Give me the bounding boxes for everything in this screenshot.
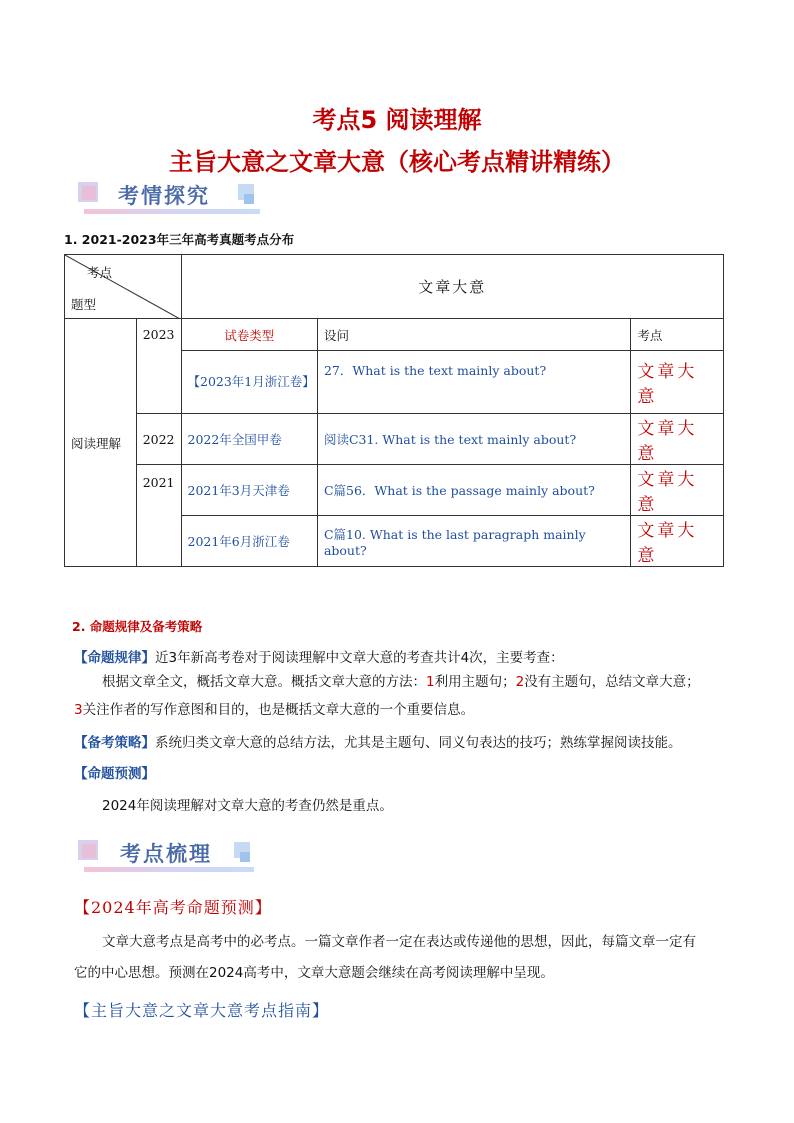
rule-detail-text: 利用主题句； [434,674,516,690]
rule-number: 3 [74,702,83,718]
point-cell: 文章大意 [631,465,724,516]
table-row [65,414,724,465]
banner-decoration [82,844,96,858]
page-title-line2: 主旨大意之文章大意（核心考点精讲精练） [169,148,625,176]
banner-decoration [244,194,254,204]
table-row [65,465,724,516]
column-header-point: 考点 [631,319,724,351]
rule-detail-text: 关注作者的写作意图和目的，也是概括文章大意的一个重要信息。 [82,702,475,718]
question-cell: C篇56．What is the passage mainly about? [317,465,630,516]
year-cell: 2022 [136,414,181,465]
table-row [65,319,724,351]
strategy-label: 【备考策略】 [74,735,155,751]
topic-header: 文章大意 [181,255,724,319]
strategy-text: 系统归类文章大意的总结方法，尤其是主题句、同义句表达的技巧；熟练掌握阅读技能。 [155,735,682,751]
guide-heading: 【主旨大意之文章大意考点指南】 [74,1001,330,1020]
column-header-question: 设问 [317,319,630,351]
forecast-label-text: 【命题预测】 [74,766,155,782]
page-title-line1: 考点5 阅读理解 [312,106,482,134]
table-header-row [65,255,724,319]
table-corner-cell [65,255,182,319]
prediction-text-line2: 它的中心思想。预测在2024高考中，文章大意题会继续在高考阅读理解中呈现。 [74,965,554,981]
forecast-text: 2024年阅读理解对文章大意的考查仍然是重点。 [102,798,393,814]
question-cell: 阅读C31. What is the text mainly about? [317,414,630,465]
section2-heading: 2. 命题规律及备考策略 [72,619,203,634]
paper-cell: 2021年3月天津卷 [181,465,317,516]
rule-detail-line2 [74,694,734,726]
point-cell: 文章大意 [631,414,724,465]
strategy-paragraph [74,727,734,759]
prediction-text-line1: 文章大意考点是高考中的必考点。一篇文章作者一定在表达或传递他的思想，因此，每篇文章一定有 [102,934,696,950]
section-banner-exam-analysis [78,180,278,214]
banner-decoration [240,852,250,862]
paper-cell: 【2023年1月浙江卷】 [181,351,317,414]
rule-detail-text: 没有主题句，总结文章大意； [524,674,700,690]
banner-decoration [82,186,96,200]
question-cell: 27．What is the text mainly about? [317,351,630,414]
section-banner-point-review [78,838,278,872]
point-cell: 文章大意 [631,351,724,414]
banner-title: 考点梳理 [120,842,212,866]
banner-title: 考情探究 [118,184,210,208]
column-header-paper: 试卷类型 [181,319,317,351]
paper-cell: 2021年6月浙江卷 [181,516,317,567]
point-cell: 文章大意 [631,516,724,567]
paper-cell: 2022年全国甲卷 [181,414,317,465]
year-cell: 2021 [136,465,181,567]
rule-label: 【命题规律】 [74,650,155,666]
rule-number: 1 [426,674,435,690]
section1-heading: 1. 2021-2023年三年高考真题考点分布 [64,232,295,247]
forecast-label [74,758,155,790]
rule-text: 近3年新高考卷对于阅读理解中文章大意的考查共计4次，主要考查： [155,650,564,666]
rule-number: 2 [515,674,525,690]
prediction-heading: 【2024年高考命题预测】 [74,898,272,917]
exam-distribution-table [64,254,724,567]
corner-label-point: 考点 [87,265,113,280]
question-cell: C篇10. What is the last paragraph mainly about? [317,516,630,567]
year-cell: 2023 [136,319,181,414]
rule-detail-text: 根据文章全文，概括文章大意。概括文章大意的方法： [102,674,426,690]
corner-label-type: 题型 [71,297,97,312]
question-type-cell: 阅读理解 [65,319,137,567]
